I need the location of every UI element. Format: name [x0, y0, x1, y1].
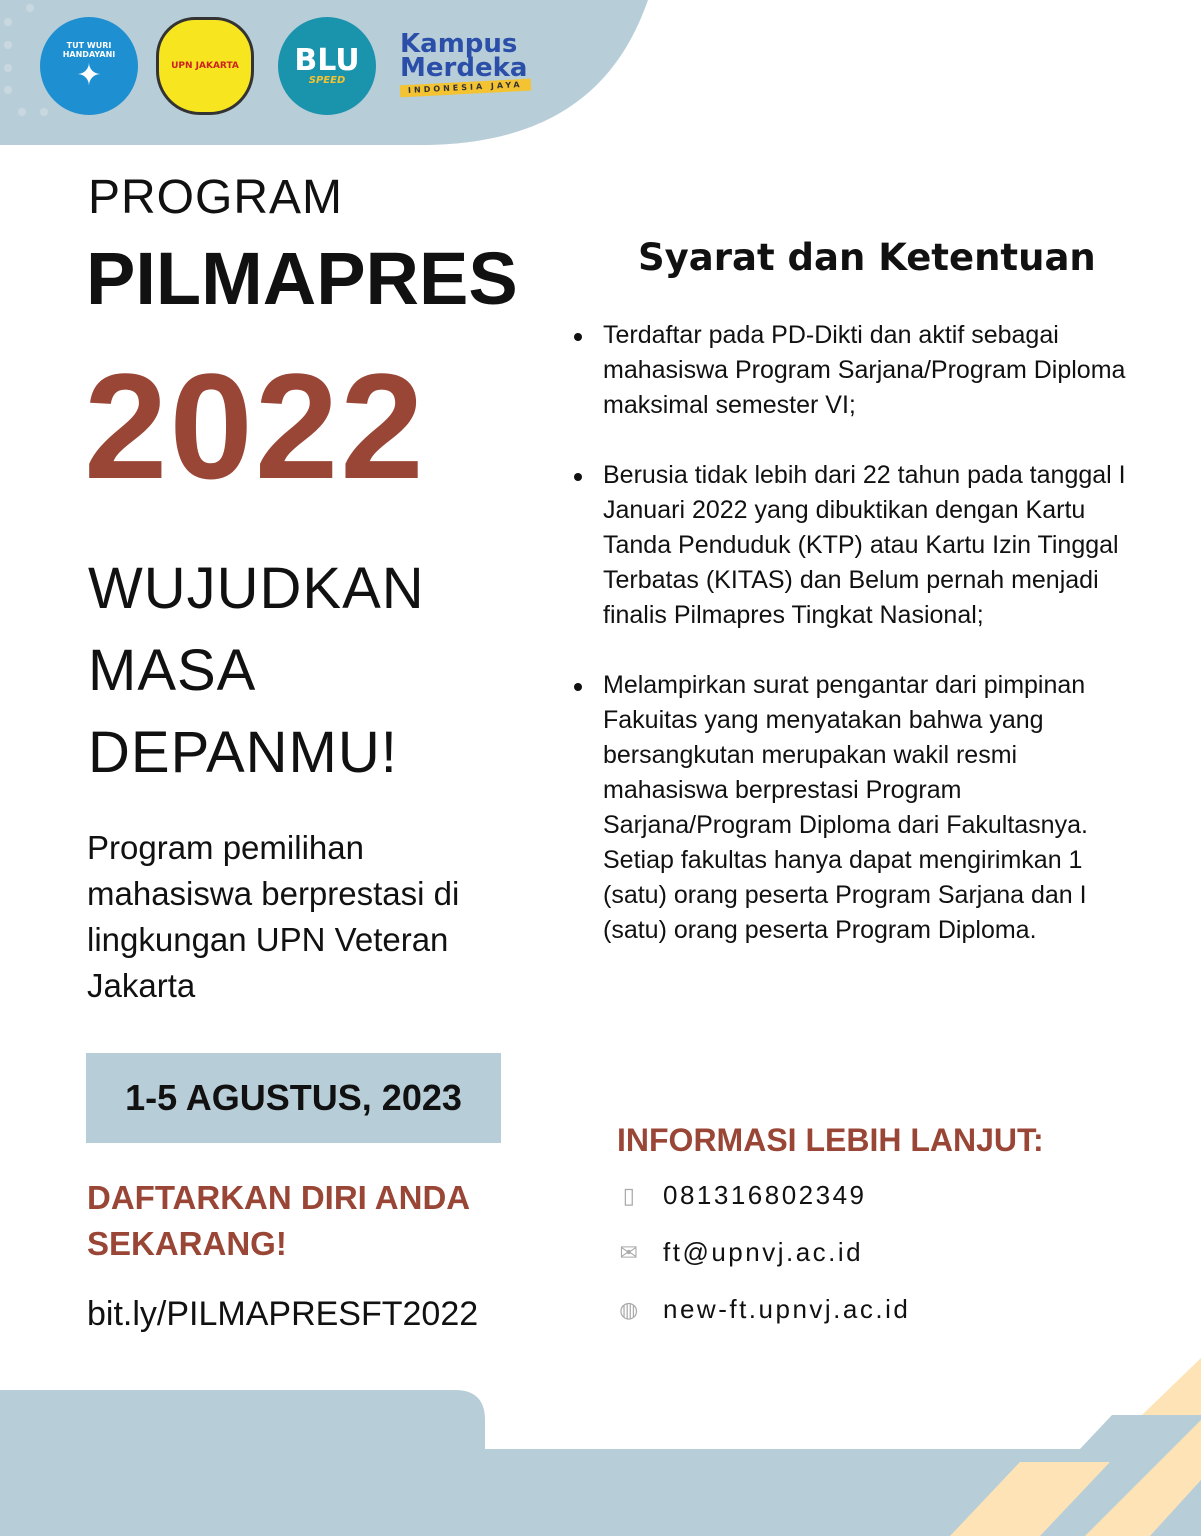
phone-icon: ▯: [622, 1182, 638, 1208]
bottom-decoration: [0, 1350, 1201, 1536]
tagline: WUJUDKAN MASA DEPANMU!: [88, 556, 425, 785]
requirement-item: Melampirkan surat pengantar dari pimpinan Fakuitas yang menyatakan bahwa yang bersangkutan merupakan wakil resmi mahasiswa berprestasi Program Sarjana/Program Diploma dari Fakultasnya. Setiap fakultas hanya dapat mengirimkan 1 (satu) orang peserta Program Sarjana dan I (satu) orang peserta Program Diploma.: [572, 668, 1132, 948]
globe-icon: ◍: [619, 1296, 641, 1322]
contact-heading: INFORMASI LEBIH LANJUT:: [617, 1122, 1044, 1158]
title-pilmapres: PILMAPRES: [86, 237, 518, 320]
requirements-heading: Syarat dan Ketentuan: [638, 236, 1096, 279]
title-program: PROGRAM: [88, 171, 344, 224]
title-year: 2022: [84, 342, 426, 510]
contact-phone[interactable]: ▯ 081316802349: [617, 1180, 867, 1211]
kampus-merdeka-logo: Kampus Merdeka INDONESIA JAYA: [400, 32, 531, 94]
register-cta: DAFTARKAN DIRI ANDA SEKARANG!: [87, 1179, 469, 1262]
requirement-item: Berusia tidak lebih dari 22 tahun pada tanggal I Januari 2022 yang dibuktikan dengan Kartu Tanda Penduduk (KTP) atau Kartu Izin Tinggal Terbatas (KITAS) dan Belum pernah menjadi finalis Pilmapres Tingkat Nasional;: [572, 458, 1132, 633]
envelope-icon: ✉: [619, 1239, 641, 1265]
tut-wuri-handayani-text: TUT WURI HANDAYANI: [62, 41, 116, 59]
event-date: 1-5 AGUSTUS, 2023: [86, 1053, 501, 1143]
emblem-icon: ✦: [76, 58, 102, 93]
upn-veteran-jakarta-logo: UPN JAKARTA: [156, 17, 254, 115]
tut-wuri-handayani-logo: [40, 17, 138, 115]
blu-speed-logo: BLU SPEED: [278, 17, 376, 115]
registration-link[interactable]: bit.ly/PILMAPRESFT2022: [87, 1295, 479, 1333]
contact-email[interactable]: ✉ ft@upnvj.ac.id: [617, 1237, 863, 1268]
requirement-item: Terdaftar pada PD-Dikti dan aktif sebagai mahasiswa Program Sarjana/Program Diploma maksimal semester VI;: [572, 318, 1132, 423]
requirements-list: [572, 318, 1132, 983]
contact-website[interactable]: ◍ new-ft.upnvj.ac.id: [617, 1294, 910, 1325]
description: Program pemilihan mahasiswa berprestasi di lingkungan UPN Veteran Jakarta: [87, 829, 460, 1004]
